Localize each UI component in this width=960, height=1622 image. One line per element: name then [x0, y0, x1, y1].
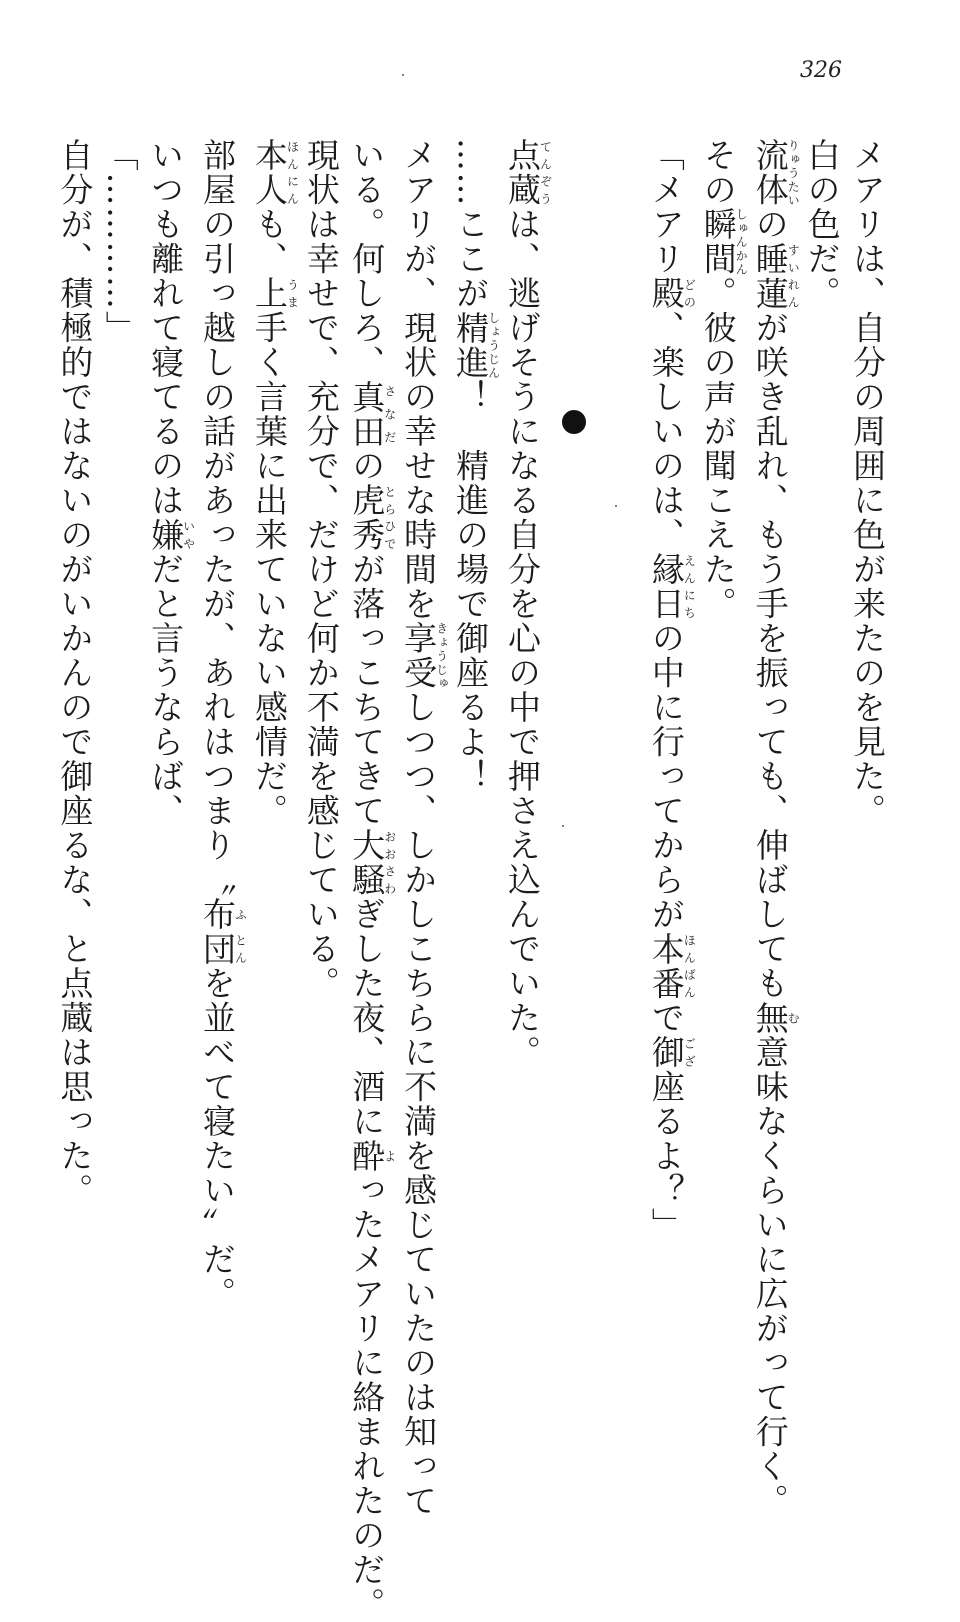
ruby-annotation: とらひで: [382, 483, 397, 552]
ruby-annotation: ふ: [233, 897, 248, 932]
paragraph: 流体りゅうたいの睡蓮すいれんが咲き乱れ、もう手を振っても、伸ばしても無む意味なくらいに広がって行く。: [750, 138, 801, 1518]
ruby-annotation: とん: [233, 931, 248, 966]
paragraph: 「メアリ殿どの、楽しいのは、縁日えんにちの中に行ってからが本番ほんばんで御ござ座るよ？」: [646, 138, 697, 1242]
page-number: 326: [800, 58, 842, 83]
ruby-annotation: さなだ: [382, 379, 397, 449]
paragraph: その瞬間しゅんかん。彼の声が聞こえた。: [698, 138, 749, 621]
paragraph: 白の色だ。: [802, 138, 842, 311]
ruby-annotation: てんぞう: [538, 138, 553, 207]
ruby-annotation: おおさわ: [382, 828, 397, 897]
paragraph: 現状は幸せで、充分で、だけど何か不満を感じている。: [301, 138, 341, 1001]
scan-speck: [615, 505, 617, 507]
paragraph: メアリが、現状の幸せな時間を享受きょうじゅしつつ、しかしこちらに不満を感じていたのは知って: [399, 138, 449, 1518]
paragraph: メアリは、自分の周囲に色が来たのを見た。: [848, 138, 887, 828]
paragraph: 「…………」: [100, 138, 140, 345]
paragraph: 点蔵てんぞうは、逃げそうになる自分を心の中で押さえ込んでいた。: [502, 138, 553, 1070]
ruby-annotation: ほんにん: [285, 138, 300, 207]
paragraph: 部屋の引っ越しの話があったが、あれはつまり〝布ふ団とんを並べて寝たい〟だ。: [198, 138, 248, 1311]
ruby-annotation: すいれん: [786, 241, 801, 311]
section-break-dot: [562, 410, 586, 434]
ruby-annotation: よ: [382, 1138, 397, 1173]
ruby-annotation: いや: [181, 517, 196, 552]
paragraph: 本人ほんにんも、上うま手く言葉に出来ていない感情だ。: [249, 138, 300, 828]
paragraph: ……ここが精進しょうじん！ 精進の場で御座るよ！: [451, 138, 501, 794]
paragraph: いつも離れて寝てるのは嫌いやだと言うならば、: [146, 138, 196, 828]
ruby-annotation: どの: [682, 276, 697, 311]
scan-speck: [562, 825, 564, 827]
ruby-annotation: む: [786, 1000, 801, 1035]
paragraph: いる。何しろ、真田さなだの虎秀とらひでが落っこちてきて大騒おおさわぎした夜、酒に酔よったメアリに絡まれたのだ。: [347, 138, 397, 1622]
ruby-annotation: しゅんかん: [734, 207, 749, 276]
vertical-text-body: [55, 138, 890, 1622]
ruby-annotation: りゅうたい: [786, 138, 801, 207]
section-break: [551, 138, 643, 1358]
paragraph: 自分が、積極的ではないのがいかんので御座るな、と点蔵は思った。: [55, 138, 95, 1208]
ruby-annotation: うま: [285, 276, 300, 311]
ruby-annotation: えんにち: [682, 552, 697, 621]
ruby-annotation: ござ: [682, 1035, 697, 1070]
scan-speck: [402, 74, 404, 76]
ruby-annotation: しょうじん: [486, 310, 501, 380]
ruby-annotation: ほんばん: [682, 931, 697, 1001]
ruby-annotation: きょうじゅ: [434, 621, 449, 690]
